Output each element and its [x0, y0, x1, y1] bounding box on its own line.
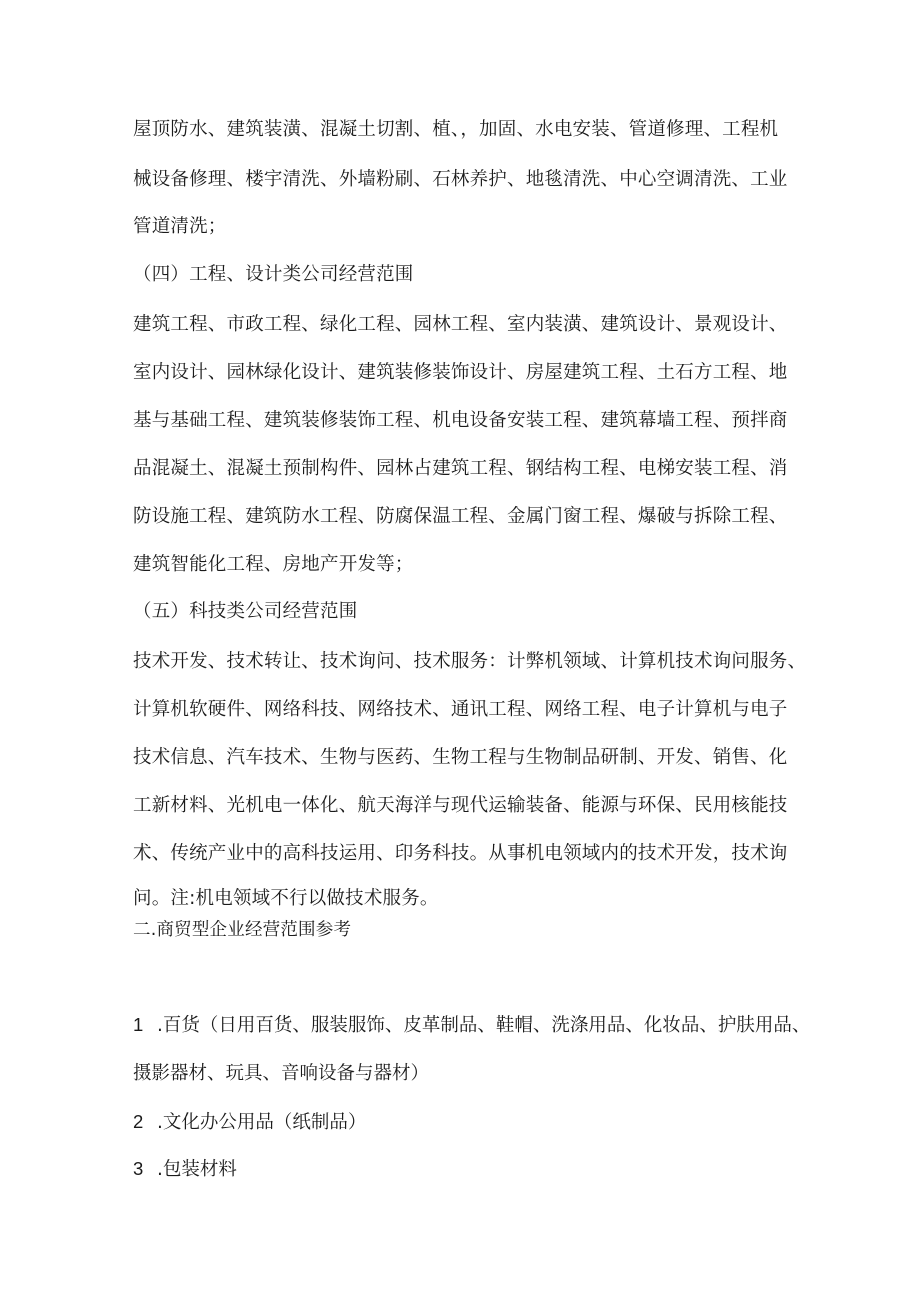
list-text: .包装材料 [157, 1159, 237, 1180]
list-number: 1 [133, 1014, 144, 1035]
list-item [133, 1110, 366, 1135]
paragraph-line: 计算机软硬件、网络科技、网络技术、通讯工程、网络工程、电子计算机与电子 [133, 699, 788, 720]
paragraph-line: 问。注:机电领域不行以做技术服务。 [133, 888, 439, 909]
paragraph-line: 建筑工程、市政工程、绿化工程、园林工程、室内装潢、建筑设计、景观设计、 [133, 314, 788, 335]
paragraph-line: 室内设计、园林绿化设计、建筑装修装饰设计、房屋建筑工程、土石方工程、地 [133, 362, 788, 383]
list-item-continuation: 摄影器材、玩具、音响设备与器材） [133, 1063, 430, 1084]
list-text: .文化办公用品（纸制品） [157, 1112, 367, 1133]
list-item [133, 1157, 237, 1182]
section-heading-technology: （五）科技类公司经营范围 [133, 601, 358, 622]
list-number: 3 [133, 1158, 144, 1179]
list-item [133, 1013, 810, 1038]
section-heading-trade: 二.商贸型企业经营范围参考 [133, 920, 352, 940]
paragraph-line: 技术信息、汽车技术、生物与医药、生物工程与生物制品研制、开发、销售、化 [133, 747, 788, 768]
paragraph-line: 品混凝土、混凝土预制构件、园林占建筑工程、钢结构工程、电梯安装工程、消 [133, 458, 788, 479]
paragraph-line: 管道清洗； [133, 216, 227, 237]
paragraph-line: 术、传统产业中的高科技运用、印务科技。从事机电领域内的技术开发，技术询 [133, 843, 788, 864]
paragraph-line: 防设施工程、建筑防水工程、防腐保温工程、金属门窗工程、爆破与拆除工程、 [133, 506, 788, 527]
paragraph-line: 屋顶防水、建筑装潢、混凝土切割、植、，加固、水电安装、管道修理、工程机 [133, 119, 779, 140]
paragraph-line: 工新材料、光机电一体化、航天海洋与现代运输装备、能源与环保、民用核能技 [133, 795, 788, 816]
paragraph-line: 械设备修理、楼宇清洗、外墙粉刷、石林养护、地毯清洗、中心空调清洗、工业 [133, 169, 788, 190]
list-number: 2 [133, 1111, 144, 1132]
paragraph-line: 建筑智能化工程、房地产开发等； [133, 554, 414, 575]
paragraph-line: 技术开发、技术转让、技术询问、技术服务：计弊机领域、计算机技术询问服务、 [133, 651, 807, 672]
section-heading-engineering: （四）工程、设计类公司经营范围 [133, 264, 414, 285]
list-text: .百货（日用百货、服装服饰、皮革制品、鞋帽、洗涤用品、化妆品、护肤用品、 [157, 1015, 811, 1036]
paragraph-line: 基与基础工程、建筑装修装饰工程、机电设备安装工程、建筑幕墙工程、预拌商 [133, 410, 788, 431]
